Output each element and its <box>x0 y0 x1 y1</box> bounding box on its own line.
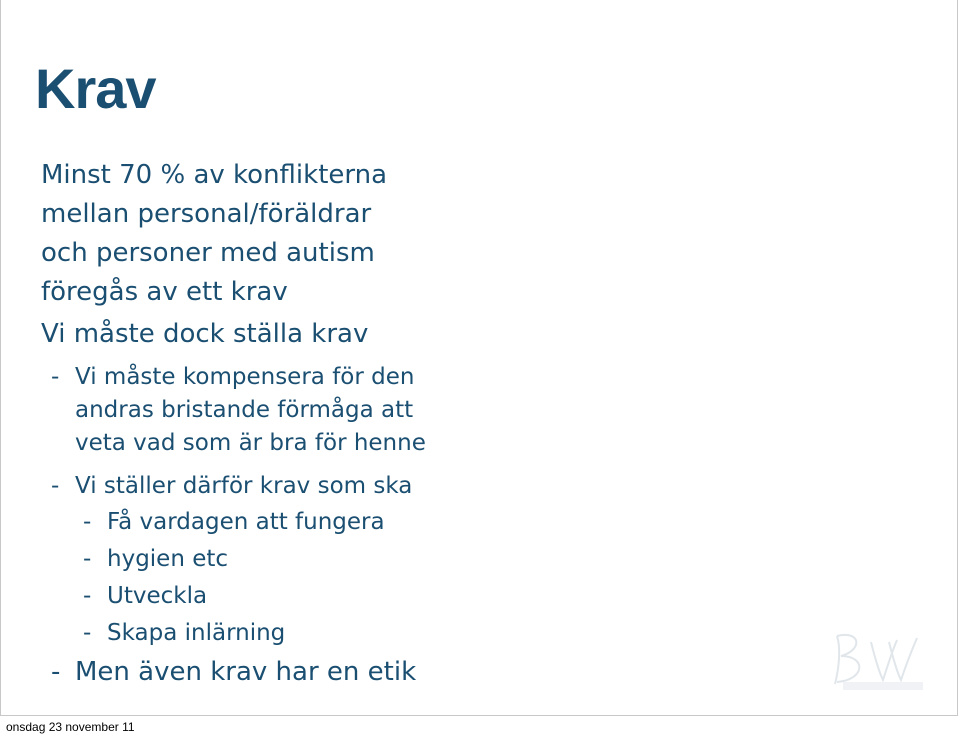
bullet-dash: - <box>83 583 92 609</box>
bullet-line: andras bristande förmåga att <box>75 397 414 423</box>
sub-bullet-item <box>41 615 426 652</box>
footer-date: onsdag 23 november 11 <box>6 720 135 734</box>
bullet-item <box>41 653 426 692</box>
bullet-line: veta vad som är bra för henne <box>75 430 426 456</box>
bullet-dash: - <box>51 364 60 390</box>
bullet-dash: - <box>51 657 61 687</box>
bullet-dash: - <box>51 473 60 499</box>
bullet-item <box>41 361 426 460</box>
bullet-line: Vi måste kompensera för den <box>75 364 415 390</box>
intro-line: föregås av ett krav <box>41 277 288 307</box>
slide-title: Krav <box>35 57 156 120</box>
bullet-dash: - <box>83 546 92 572</box>
bullet-line: Men även krav har en etik <box>75 657 417 687</box>
bullet-dash: - <box>83 620 92 646</box>
intro-line: och personer med autism <box>41 238 375 268</box>
bullet-item <box>41 470 426 503</box>
monogram-watermark-logo-icon <box>827 628 927 692</box>
subhead: Vi måste dock ställa krav <box>41 319 369 349</box>
slide-body <box>41 156 426 692</box>
sub-bullet-item <box>41 541 426 578</box>
sub-bullet-item <box>41 504 426 541</box>
sub-bullet-item <box>41 578 426 615</box>
intro-line: Minst 70 % av konflikterna <box>41 160 388 190</box>
intro-line: mellan personal/föräldrar <box>41 199 372 229</box>
sub-bullet-text: Utveckla <box>107 583 208 609</box>
bullet-dash: - <box>83 509 92 535</box>
bullet-line: Vi ställer därför krav som ska <box>75 473 413 499</box>
sub-bullet-text: hygien etc <box>107 546 229 572</box>
sub-bullet-text: Skapa inlärning <box>107 620 286 646</box>
sub-bullet-text: Få vardagen att fungera <box>107 509 385 535</box>
